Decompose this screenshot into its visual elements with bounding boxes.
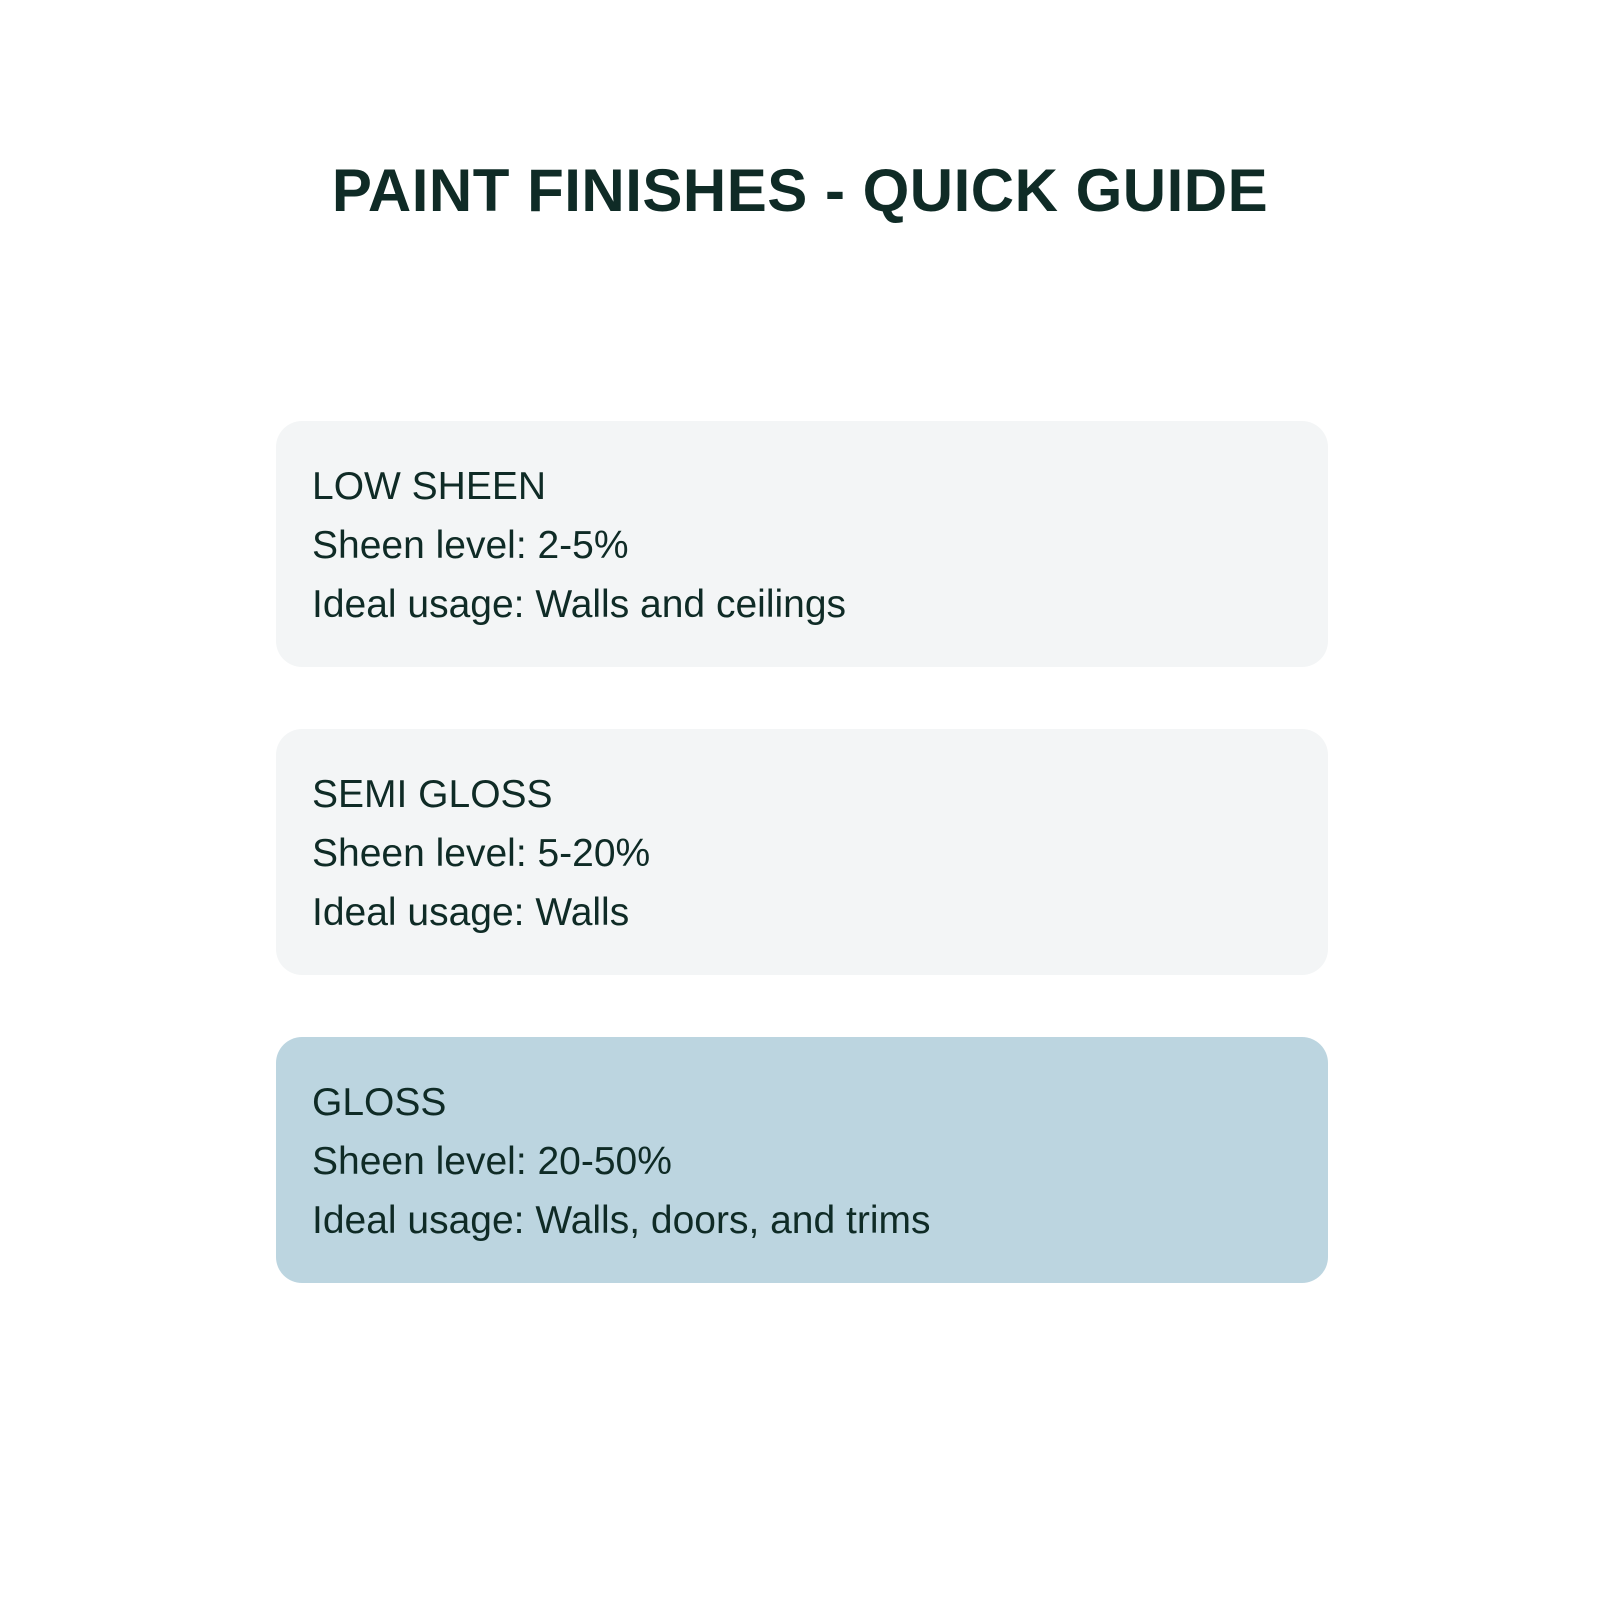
finish-name: GLOSS: [312, 1081, 447, 1124]
finish-name: LOW SHEEN: [312, 465, 547, 508]
finish-ideal-usage: Ideal usage: Walls, doors, and trims: [312, 1199, 931, 1242]
finish-sheen-level: Sheen level: 2-5%: [312, 524, 629, 567]
finish-card-gloss: [276, 1037, 1328, 1283]
finish-sheen-level: Sheen level: 20-50%: [312, 1140, 672, 1183]
page-title: PAINT FINISHES - QUICK GUIDE: [331, 157, 1269, 224]
finish-ideal-usage: Ideal usage: Walls: [312, 891, 630, 934]
finish-name: SEMI GLOSS: [312, 773, 553, 816]
finish-card-list: [276, 421, 1328, 1345]
finish-ideal-usage: Ideal usage: Walls and ceilings: [312, 583, 847, 626]
finish-sheen-level: Sheen level: 5-20%: [312, 832, 651, 875]
finish-card-semi-gloss: [276, 729, 1328, 975]
finish-card-low-sheen: [276, 421, 1328, 667]
